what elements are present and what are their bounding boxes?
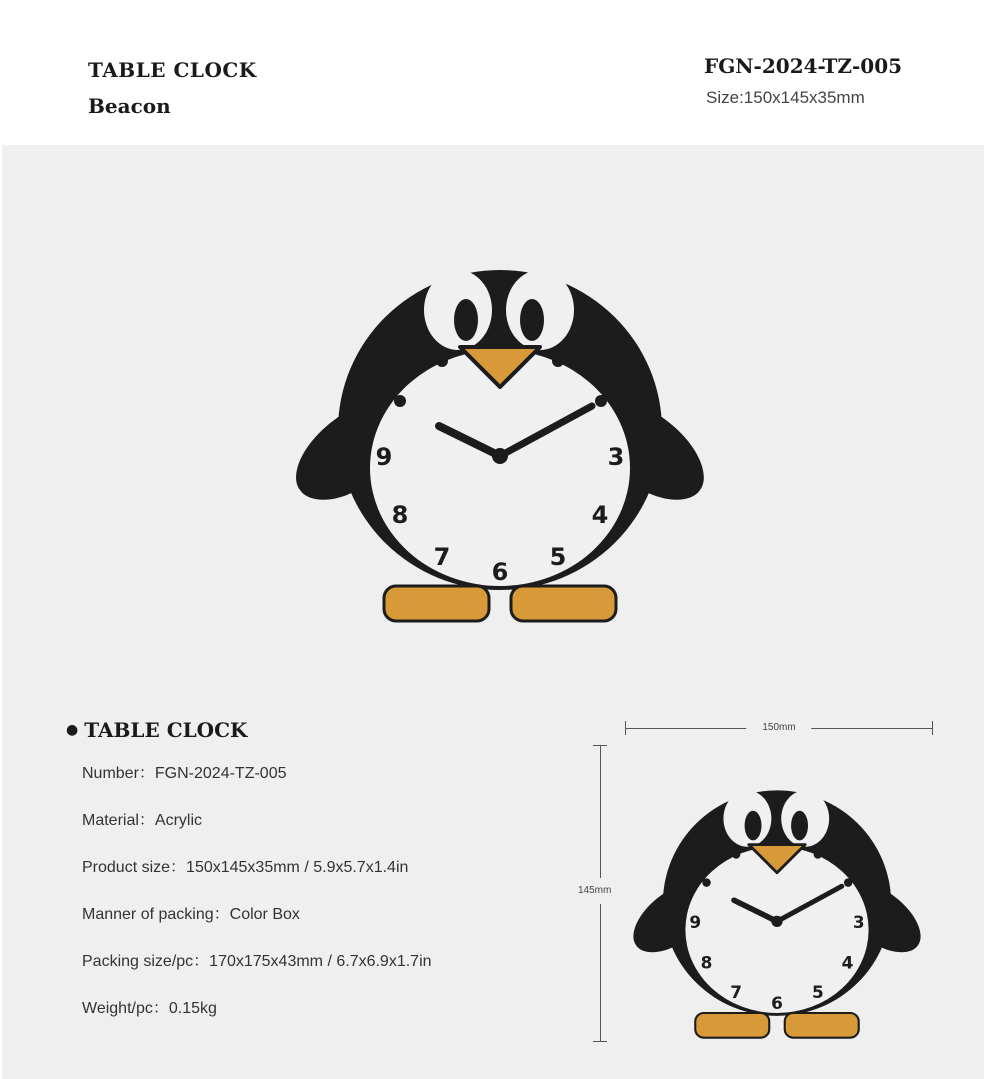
numeral-5: 5 (549, 543, 567, 571)
product-code: FGN-2024-TZ-005 (704, 54, 903, 78)
tick-dot (814, 850, 822, 858)
spec-heading (66, 718, 247, 742)
hand-pivot (771, 916, 782, 927)
numeral-4: 4 (591, 501, 609, 529)
spec-material: Material：Acrylic (82, 812, 203, 829)
numeral-4: 4 (841, 952, 854, 973)
left-foot (695, 1013, 769, 1038)
right-foot (785, 1013, 859, 1038)
penguin-clock-image (270, 190, 730, 630)
penguin-clock (296, 270, 704, 621)
tick-dot (552, 355, 564, 367)
hand-pivot (492, 448, 508, 464)
numeral-3: 3 (607, 443, 625, 471)
tick-dot (844, 878, 852, 886)
numeral-7: 7 (433, 543, 451, 571)
spec-heading-text: TABLE CLOCK (84, 718, 248, 742)
category-title: TABLE CLOCK (88, 58, 257, 82)
numeral-8: 8 (700, 952, 713, 973)
tick-dot (436, 355, 448, 367)
spec-weight: Weight/pc：0.15kg (82, 1000, 217, 1017)
spec-packing-manner: Manner of packing：Color Box (82, 906, 300, 923)
numeral-3: 3 (852, 911, 865, 932)
bullet-icon: ● (66, 722, 79, 738)
left-foot (384, 586, 489, 621)
numeral-6: 6 (491, 558, 509, 586)
numeral-6: 6 (771, 992, 783, 1013)
height-label: 145mm (578, 878, 611, 904)
product-size: Size:150x145x35mm (706, 88, 865, 107)
spec-packing-size: Packing size/pc：170x175x43mm / 6.7x6.9x1.7in (82, 953, 432, 970)
numeral-7: 7 (730, 982, 743, 1003)
left-pupil (454, 299, 478, 341)
spec-product-size: Product size：150x145x35mm / 5.9x5.7x1.4in (82, 859, 409, 876)
numeral-9: 9 (689, 911, 702, 932)
tick-dot (702, 878, 710, 886)
product-name: Beacon (88, 94, 171, 118)
numeral-8: 8 (391, 501, 409, 529)
header (0, 0, 986, 145)
right-foot (511, 586, 616, 621)
tick-dot (394, 395, 406, 407)
numeral-5: 5 (811, 982, 824, 1003)
right-pupil (791, 811, 808, 841)
spec-list (82, 762, 432, 1044)
right-pupil (520, 299, 544, 341)
left-pupil (745, 811, 762, 841)
width-label: 150mm (746, 720, 811, 736)
tick-dot (595, 395, 607, 407)
tick-dot (732, 850, 740, 858)
height-dimension (578, 745, 612, 1042)
numeral-9: 9 (375, 443, 393, 471)
penguin-clock-diagram (612, 734, 942, 1044)
spec-number: Number：FGN-2024-TZ-005 (82, 765, 287, 782)
